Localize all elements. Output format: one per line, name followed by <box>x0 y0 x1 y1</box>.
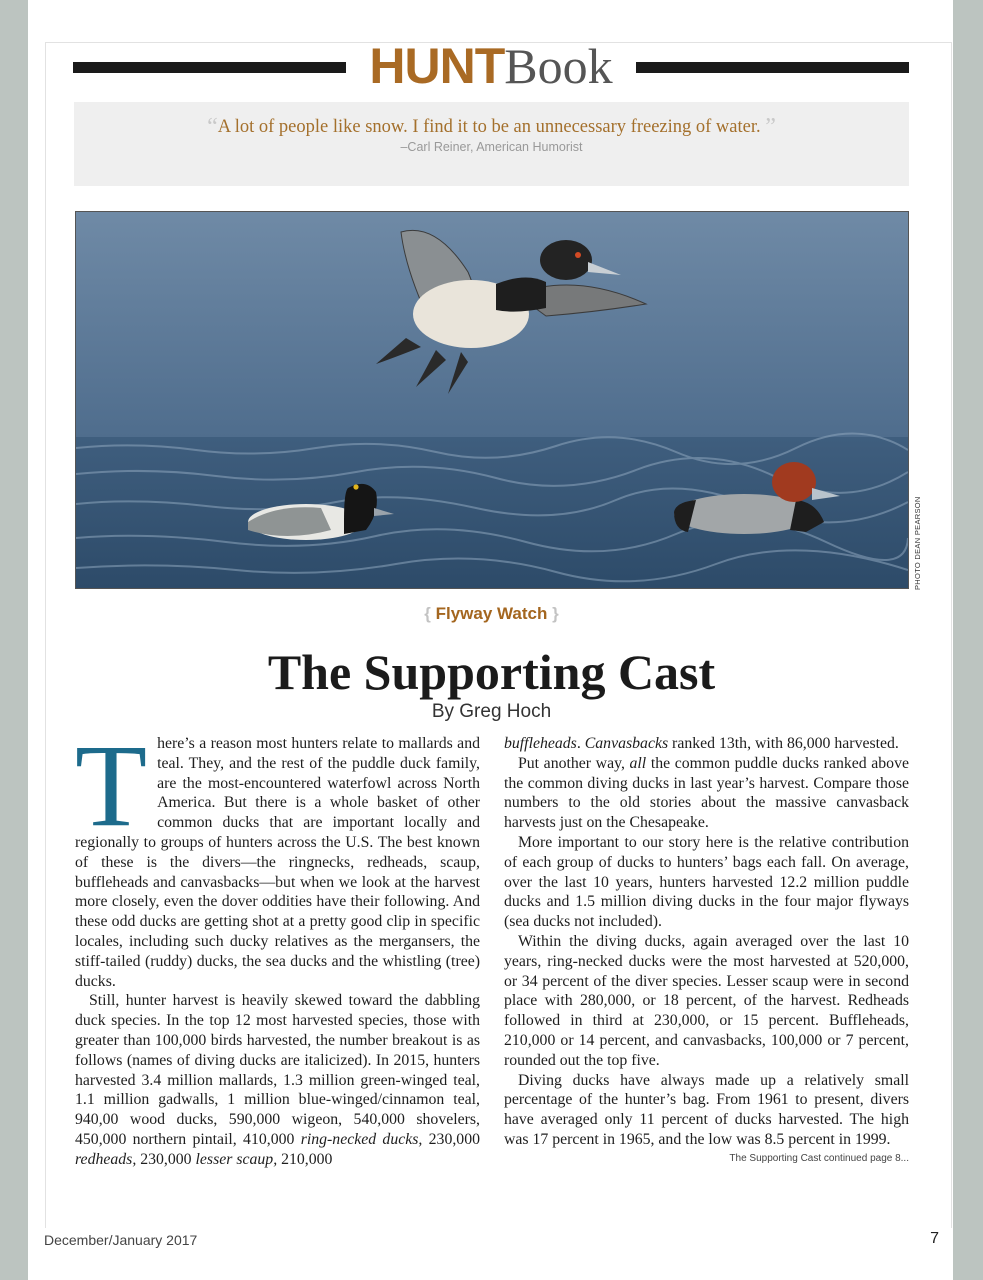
article-paragraph <box>504 932 909 1071</box>
duck-photo-illustration <box>76 212 908 588</box>
close-quote-mark: ” <box>765 114 776 140</box>
quote-line <box>74 114 909 141</box>
right-page-margin <box>953 0 983 1280</box>
masthead-hunt: HUNT <box>369 38 505 94</box>
italic-run: ring-necked ducks, <box>300 1130 423 1148</box>
masthead <box>73 38 909 98</box>
duck-photo <box>75 211 909 589</box>
text-run: here’s a reason most hunters relate to mallards and teal. They, and the rest of the puddle duck family, are the most-encountered waterfowl across North America. But there is a whole basket of other common ducks that are important locally and regionally to groups of hunters across the U.S. The best known of these is the divers—the ringnecks, redheads, scaup, buffleheads and canvasbacks—but when we look at the harvest more closely, even the dover oddities have their following. And these odd ducks are getting shot at a pretty good clip in specific locales, including such ducky relatives as the mergansers, the stiff-tailed (ruddy) ducks, the sea ducks and the whistling (tree) ducks. <box>75 735 480 990</box>
text-run: 210,000 <box>277 1150 333 1168</box>
italic-run: all <box>629 754 647 772</box>
kicker-close-brace: } <box>552 604 559 623</box>
italic-run: Canvasbacks <box>584 735 669 752</box>
text-run: Still, hunter harvest is heavily skewed toward the dabbling duck species. In the top 12 most harvested species, those with greater than 100,000 birds harvested, the number breakout is as follows (names of diving ducks are italicized). In 2015, hunters harvested 3.4 million mallards, 1.3 million green-winged teal, 1.1 million gadwalls, 1 million blue-winged/cinnamon teal, 940,00 wood ducks, 590,000 wigeon, 540,000 shovelers, 450,000 northern pintail, 410,000 <box>75 992 480 1148</box>
article-column-right <box>504 734 909 1150</box>
pull-quote <box>74 102 909 186</box>
kicker-label: Flyway Watch <box>435 604 548 623</box>
masthead-title <box>359 36 623 96</box>
masthead-book: Book <box>504 38 613 94</box>
article-paragraph <box>504 1071 909 1150</box>
photo-credit: PHOTO DEAN PEARSON <box>913 496 922 590</box>
article-paragraph <box>75 991 480 1169</box>
text-run: . <box>576 735 585 752</box>
drop-cap: T <box>75 720 148 851</box>
quote-attribution: –Carl Reiner, American Humorist <box>400 140 583 154</box>
article-paragraph <box>504 734 909 754</box>
italic-run: buffleheads <box>504 735 577 752</box>
article-paragraph <box>75 720 480 991</box>
masthead-rule-right <box>636 62 909 73</box>
article-paragraph <box>504 833 909 932</box>
article-column-left <box>75 720 480 1170</box>
article-byline: By Greg Hoch <box>431 701 552 722</box>
left-page-margin <box>0 0 28 1280</box>
text-run: More important to our story here is the relative contribution of each group of ducks to hunters’ bags each fall. On average, over the last 10 years, hunters harvested 12.2 million puddle ducks and 1.5 million diving ducks in the four major flyways (sea ducks not included). <box>504 833 909 931</box>
text-run: Diving ducks have always made up a relatively small percentage of the hunter’s bag. From 1961 to present, divers have averaged only 11 percent of ducks harvested. The high was 17 percent in 1965, and the low was 8.5 percent in 1999. <box>504 1071 909 1148</box>
article-headline: The Supporting Cast <box>267 644 716 700</box>
text-run: ranked 13th, with 86,000 harvested. <box>668 735 899 752</box>
text-run: 230,000 <box>136 1150 196 1168</box>
text-run: 230,000 <box>422 1130 480 1148</box>
italic-run: lesser scaup, <box>195 1150 278 1168</box>
section-kicker <box>0 604 983 624</box>
kicker-open-brace: { <box>424 604 431 623</box>
masthead-rule-left <box>73 62 346 73</box>
continued-note: The Supporting Cast continued page 8... <box>729 1153 909 1164</box>
text-run: Put another way, <box>518 754 630 772</box>
issue-date: December/January 2017 <box>44 1232 198 1248</box>
text-run: the common puddle ducks ranked above the common diving ducks in last year’s harvest. Compare those numbers to the old stories about the massive canvasback harvests just on the Chesapeake. <box>504 754 909 832</box>
text-run: Within the diving ducks, again averaged over the last 10 years, ring-necked ducks were the most harvested at 520,000, or 34 percent of the diver species. Lesser scaup were in second place with 280,000, or 18 percent, of the harvest. Redheads followed in third at 230,000, or 15 percent. Buffleheads, 210,000 or 14 percent, and canvasbacks, 100,000 or 7 percent, rounded out the top five. <box>504 932 909 1069</box>
italic-run: redheads, <box>75 1150 137 1168</box>
quote-text: A lot of people like snow. I find it to be an unnecessary freezing of water. <box>217 117 761 137</box>
article-paragraph <box>504 754 909 833</box>
page-number: 7 <box>930 1230 939 1247</box>
open-quote-mark: “ <box>207 114 218 140</box>
